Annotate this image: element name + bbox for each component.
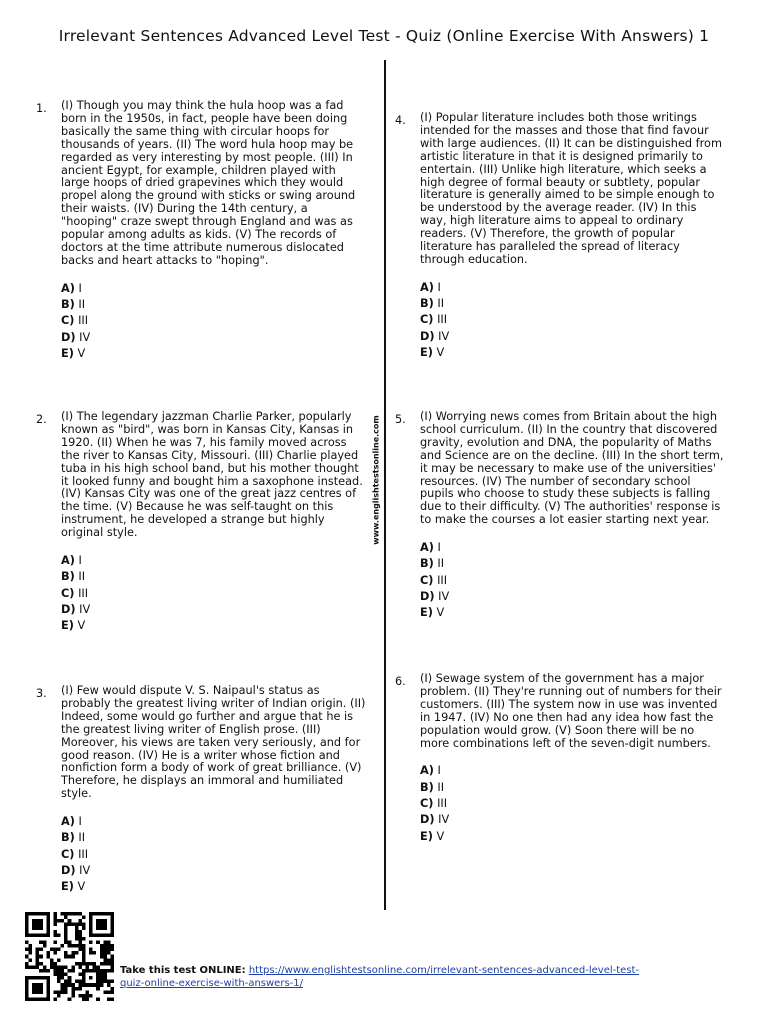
- question-text-line: intended for the masses and those that find favour: [420, 123, 709, 137]
- answer-option[interactable]: [61, 281, 373, 297]
- option-letter: E): [61, 619, 74, 633]
- answer-option[interactable]: [61, 569, 373, 585]
- question-number: 4.: [395, 114, 406, 127]
- question-text-line: school curriculum. (II) In the country that discovered: [420, 422, 718, 436]
- answer-options: [420, 763, 740, 844]
- option-text: IV: [79, 330, 91, 344]
- answer-options: [420, 540, 740, 621]
- question-text: [420, 112, 740, 267]
- question-4: [395, 111, 740, 361]
- option-letter: E): [420, 606, 433, 620]
- question-text-line: way, high literature aims to appeal to ordinary: [420, 214, 684, 228]
- question-text-line: Therefore, he displays an immoral and humiliated: [61, 774, 344, 788]
- option-text: IV: [438, 329, 450, 343]
- answer-options: [420, 280, 740, 361]
- option-letter: C): [61, 586, 75, 600]
- question-text-line: entertain. (III) Unlike high literature, which seeks a: [420, 162, 707, 176]
- question-text-line: regarded as very interesting by most people. (III) In: [61, 150, 353, 164]
- question-text-line: thousands of years. (II) The word hula hoop may be: [61, 137, 354, 151]
- answer-option[interactable]: [61, 602, 373, 618]
- question-text-line: and Science are on the decline. (III) In the short term,: [420, 448, 724, 462]
- question-number: 3.: [36, 687, 47, 700]
- option-letter: B): [420, 297, 434, 311]
- question-text-line: basically the same thing with circular hoops for: [61, 124, 330, 138]
- test-link-cont[interactable]: quiz-online-exercise-with-answers-1/: [120, 978, 303, 989]
- question-text: [61, 411, 373, 540]
- question-text-line: it looked funny and bought him a saxophone instead.: [61, 474, 363, 488]
- question-text-line: ancient Egypt, for example, children played with: [61, 163, 336, 177]
- question-text-line: 1920. (II) When he was 7, his family moved across: [61, 435, 347, 449]
- question-text-line: through education.: [420, 252, 528, 266]
- option-text: III: [437, 797, 448, 811]
- answer-option[interactable]: [420, 780, 740, 796]
- question-text-line: resources. (IV) The number of secondary school: [420, 474, 691, 488]
- footer-label: Take this test ONLINE:: [120, 965, 246, 976]
- question-text-line: high degree of formal beauty or subtlety, popular: [420, 175, 701, 189]
- answer-options: [61, 281, 373, 362]
- option-text: III: [78, 586, 89, 600]
- option-text: I: [437, 541, 441, 555]
- option-text: IV: [438, 590, 450, 604]
- question-text-line: popular among adults as kids. (V) The records of: [61, 228, 337, 242]
- question-text-line: population would grow. (V) Soon there will be no: [420, 723, 695, 737]
- answer-option[interactable]: [61, 618, 373, 634]
- question-text: [61, 685, 373, 801]
- question-text-line: readers. (V) Therefore, the growth of popular: [420, 227, 675, 241]
- question-text-line: it may be necessary to make use of the universities': [420, 461, 716, 475]
- answer-option[interactable]: [420, 556, 740, 572]
- answer-option[interactable]: [420, 573, 740, 589]
- option-letter: C): [420, 573, 434, 587]
- option-letter: B): [61, 298, 75, 312]
- option-text: II: [437, 557, 445, 571]
- question-number: 5.: [395, 413, 406, 426]
- option-text: V: [436, 829, 445, 843]
- question-text-line: in 1947. (IV) No one then had any idea how fast the: [420, 710, 714, 724]
- footer: [120, 964, 720, 990]
- question-text-line: artistic literature in that it is designed primarily to: [420, 149, 703, 163]
- column-divider: [384, 60, 386, 910]
- option-letter: A): [61, 554, 75, 568]
- question-text-line: more combinations left of the seven-digit numbers.: [420, 736, 711, 750]
- question-5: [395, 410, 740, 622]
- option-letter: A): [420, 764, 434, 778]
- question-text: [420, 673, 740, 750]
- question-text-line: style.: [61, 787, 92, 801]
- option-letter: C): [420, 797, 434, 811]
- question-text-line: (I) Sewage system of the government has a major: [420, 672, 704, 685]
- question-text-line: good reason. (IV) He is a writer whose fiction and: [61, 748, 340, 762]
- question-text-line: pupils who choose to study these subjects is falling: [420, 487, 711, 501]
- question-text: [420, 411, 740, 527]
- option-text: IV: [438, 813, 450, 827]
- question-text-line: (IV) Kansas City was one of the great jazz centres of: [61, 487, 357, 501]
- question-text-line: be understood by the average reader. (IV) In this: [420, 201, 697, 215]
- option-text: V: [77, 880, 86, 894]
- option-letter: A): [61, 815, 75, 829]
- option-text: I: [78, 281, 82, 295]
- option-letter: D): [61, 864, 76, 878]
- option-text: IV: [79, 602, 91, 616]
- option-text: II: [437, 297, 445, 311]
- option-text: II: [78, 298, 86, 312]
- option-text: II: [78, 570, 86, 584]
- option-letter: D): [61, 602, 76, 616]
- question-1: [36, 99, 373, 362]
- option-letter: C): [61, 314, 75, 328]
- question-text-line: with large audiences. (II) It can be distinguished from: [420, 136, 722, 150]
- option-letter: E): [61, 880, 74, 894]
- option-text: V: [77, 619, 86, 633]
- question-text-line: customers. (III) The system now in use was invented: [420, 697, 718, 711]
- question-text-line: original style.: [61, 526, 138, 540]
- question-text-line: probably the greatest living writer of Indian origin. (II): [61, 696, 366, 710]
- option-text: V: [77, 346, 86, 360]
- question-text-line: literature has paralleled the spread of literacy: [420, 240, 680, 254]
- option-letter: D): [420, 813, 435, 827]
- test-link[interactable]: https://www.englishtestsonline.com/irrelevant-sentences-advanced-level-test-: [248, 965, 640, 976]
- question-number: 1.: [36, 102, 47, 115]
- answer-option[interactable]: [420, 589, 740, 605]
- question-text-line: Indeed, some would go further and argue that he is: [61, 709, 354, 723]
- question-text-line: tuba in his high school band, but his mother thought: [61, 461, 359, 475]
- question-text-line: doctors at the time attribute numerous dislocated: [61, 240, 344, 254]
- question-2: [36, 410, 373, 635]
- answer-option[interactable]: [61, 346, 373, 362]
- option-text: IV: [79, 864, 91, 878]
- answer-option[interactable]: [61, 297, 373, 313]
- answer-option[interactable]: [61, 830, 373, 846]
- option-text: III: [78, 847, 89, 861]
- option-letter: E): [420, 346, 433, 360]
- answer-options: [61, 553, 373, 634]
- page-title: Irrelevant Sentences Advanced Level Test - Quiz (Online Exercise With Answers) 1: [58, 27, 710, 45]
- option-letter: C): [61, 847, 75, 861]
- option-letter: C): [420, 313, 434, 327]
- answer-option[interactable]: [420, 280, 740, 296]
- qr-code: [25, 912, 114, 1001]
- answer-option[interactable]: [420, 296, 740, 312]
- option-text: I: [437, 280, 441, 294]
- site-watermark-vertical: www.englishtestsonline.com: [371, 415, 381, 545]
- answer-option[interactable]: [420, 329, 740, 345]
- answer-option[interactable]: [61, 586, 373, 602]
- option-letter: D): [420, 329, 435, 343]
- option-text: I: [78, 815, 82, 829]
- question-text-line: the river to Kansas City, Missouri. (III) Charlie played: [61, 448, 359, 462]
- option-letter: B): [61, 570, 75, 584]
- option-text: II: [78, 831, 86, 845]
- option-text: I: [437, 764, 441, 778]
- option-text: III: [437, 313, 448, 327]
- option-text: II: [437, 780, 445, 794]
- option-letter: B): [420, 557, 434, 571]
- question-text-line: the greatest living writer of English prose. (III): [61, 722, 321, 736]
- question-text-line: instrument, he developed a strange but highly: [61, 513, 325, 527]
- option-letter: A): [61, 281, 75, 295]
- question-number: 2.: [36, 413, 47, 426]
- answer-option[interactable]: [420, 605, 740, 621]
- question-text-line: problem. (II) They're running out of numbers for their: [420, 684, 722, 698]
- option-letter: B): [61, 831, 75, 845]
- option-text: III: [437, 573, 448, 587]
- question-text-line: their waists. (IV) During the 14th century, a: [61, 202, 308, 216]
- answer-option[interactable]: [61, 863, 373, 879]
- answer-options: [61, 814, 373, 895]
- question-text-line: (I) The legendary jazzman Charlie Parker, popularly: [61, 410, 352, 423]
- answer-option[interactable]: [61, 553, 373, 569]
- question-text-line: (I) Though you may think the hula hoop was a fad: [61, 99, 344, 112]
- answer-option[interactable]: [61, 814, 373, 830]
- answer-option[interactable]: [61, 313, 373, 329]
- question-text-line: propel along the ground with sticks or swing around: [61, 189, 356, 203]
- option-letter: E): [61, 346, 74, 360]
- answer-option[interactable]: [420, 796, 740, 812]
- question-text-line: due to their difficulty. (V) The authorities' response is: [420, 500, 721, 514]
- option-text: III: [78, 314, 89, 328]
- question-text-line: gravity, evolution and DNA, the popularity of Maths: [420, 435, 712, 449]
- option-letter: E): [420, 829, 433, 843]
- question-text-line: Moreover, his views are taken very seriously, and for: [61, 735, 361, 749]
- option-text: I: [78, 554, 82, 568]
- option-letter: A): [420, 280, 434, 294]
- question-text: [61, 100, 373, 268]
- option-text: V: [436, 346, 445, 360]
- answer-option[interactable]: [420, 812, 740, 828]
- question-text-line: "hooping" craze swept through England and was as: [61, 215, 353, 229]
- answer-option[interactable]: [61, 847, 373, 863]
- answer-option[interactable]: [61, 330, 373, 346]
- option-letter: D): [420, 590, 435, 604]
- option-letter: A): [420, 541, 434, 555]
- question-text-line: the time. (V) Because he was self-taught on this: [61, 500, 334, 514]
- question-text-line: (I) Worrying news comes from Britain about the high: [420, 410, 717, 423]
- option-text: V: [436, 606, 445, 620]
- question-text-line: born in the 1950s, in fact, people have been doing: [61, 111, 348, 125]
- question-text-line: (I) Popular literature includes both those writings: [420, 111, 697, 124]
- question-text-line: literature is generally aimed to be simple enough to: [420, 188, 715, 202]
- answer-option[interactable]: [420, 763, 740, 779]
- answer-option[interactable]: [420, 540, 740, 556]
- question-number: 6.: [395, 675, 406, 688]
- option-letter: B): [420, 780, 434, 794]
- question-text-line: large hoops of dried grapevines which they would: [61, 176, 344, 190]
- question-6: [395, 672, 740, 845]
- question-text-line: nonfiction form a body of work of great brilliance. (V): [61, 761, 362, 775]
- answer-option[interactable]: [420, 345, 740, 361]
- answer-option[interactable]: [420, 312, 740, 328]
- question-text-line: known as "bird", was born in Kansas City, Kansas in: [61, 422, 354, 436]
- answer-option[interactable]: [420, 829, 740, 845]
- question-text-line: (I) Few would dispute V. S. Naipaul's status as: [61, 684, 320, 697]
- question-3: [36, 684, 373, 896]
- question-text-line: backs and heart attacks to "hoping".: [61, 253, 269, 267]
- question-text-line: to make the courses a lot easier starting next year.: [420, 513, 710, 527]
- answer-option[interactable]: [61, 879, 373, 895]
- option-letter: D): [61, 330, 76, 344]
